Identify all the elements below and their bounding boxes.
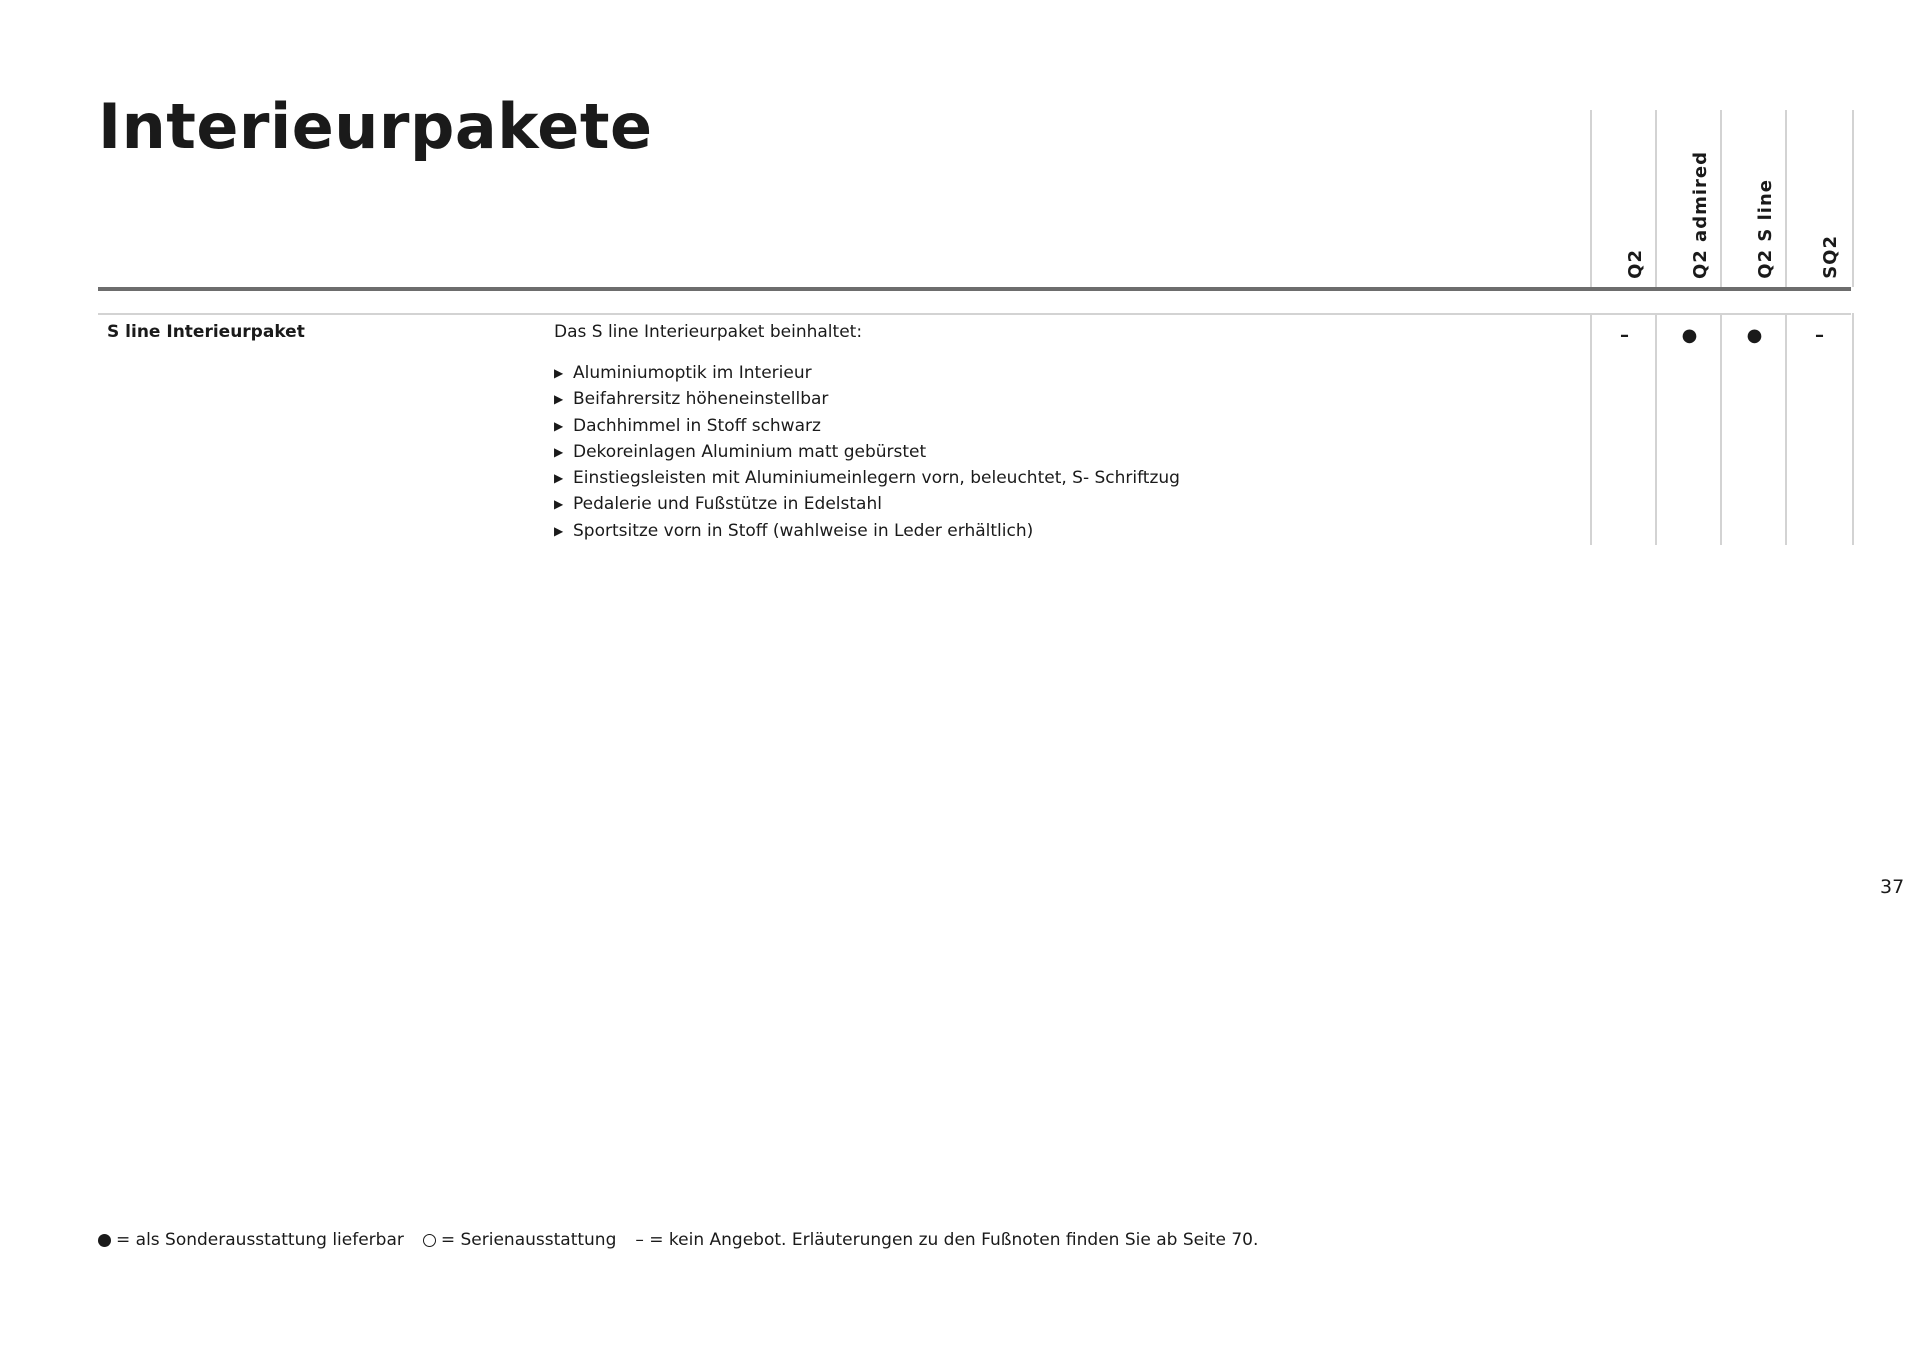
legend-standard: = Serienausstattung bbox=[440, 1230, 617, 1250]
list-item bbox=[554, 386, 1180, 412]
list-item bbox=[554, 439, 1180, 465]
page-number: 37 bbox=[1880, 876, 1905, 898]
filled-circle-icon bbox=[98, 1234, 111, 1247]
package-name: S line Interieurpaket bbox=[107, 322, 305, 342]
triangle-bullet-icon: ▶ bbox=[554, 471, 564, 486]
column-label: Q2 admired bbox=[1689, 150, 1711, 279]
availability-cell-q2 bbox=[1590, 313, 1657, 545]
feature-list bbox=[554, 360, 1180, 544]
availability-cell-q2-s-line bbox=[1720, 313, 1787, 545]
triangle-bullet-icon: ▶ bbox=[554, 366, 564, 380]
row-divider bbox=[98, 313, 1851, 315]
column-header-sq2 bbox=[1785, 110, 1854, 287]
header-divider bbox=[98, 287, 1851, 291]
triangle-bullet-icon: ▶ bbox=[554, 418, 564, 433]
column-header-q2 bbox=[1590, 110, 1657, 287]
feature-text: Pedalerie und Fußstütze in Edelstahl bbox=[573, 494, 882, 515]
list-item bbox=[554, 465, 1180, 491]
feature-text: Sportsitze vorn in Stoff (wahlweise in Leder erhältlich) bbox=[573, 520, 1034, 541]
column-label: SQ2 bbox=[1819, 235, 1841, 279]
package-intro: Das S line Interieurpaket beinhaltet: bbox=[554, 322, 863, 342]
list-item bbox=[554, 413, 1180, 439]
legend bbox=[98, 1230, 1258, 1250]
legend-none: – = kein Angebot. Erläuterungen zu den Fußnoten finden Sie ab Seite 70. bbox=[635, 1230, 1259, 1250]
list-item bbox=[554, 518, 1180, 544]
column-label: Q2 S line bbox=[1754, 179, 1776, 279]
feature-text: Aluminiumoptik im Interieur bbox=[573, 363, 812, 383]
feature-text: Einstiegsleisten mit Aluminiumeinlegern vorn, beleuchtet, S- Schriftzug bbox=[573, 468, 1180, 489]
empty-circle-icon bbox=[423, 1234, 436, 1247]
column-label: Q2 bbox=[1624, 249, 1646, 279]
triangle-bullet-icon: ▶ bbox=[554, 392, 564, 407]
feature-text: Dekoreinlagen Aluminium matt gebürstet bbox=[573, 441, 927, 462]
legend-optional: = als Sonderausstattung lieferbar bbox=[116, 1230, 404, 1250]
availability-mark: – bbox=[1620, 325, 1629, 346]
page-title: Interieurpakete bbox=[98, 90, 653, 163]
triangle-bullet-icon: ▶ bbox=[554, 444, 564, 459]
list-item bbox=[554, 360, 1180, 386]
list-item bbox=[554, 491, 1180, 517]
feature-text: Beifahrersitz höheneinstellbar bbox=[573, 389, 829, 410]
triangle-bullet-icon: ▶ bbox=[554, 523, 564, 538]
feature-text: Dachhimmel in Stoff schwarz bbox=[573, 415, 821, 436]
availability-mark: ● bbox=[1746, 325, 1763, 346]
availability-cell-q2-admired bbox=[1655, 313, 1722, 545]
availability-mark: ● bbox=[1681, 325, 1698, 346]
triangle-bullet-icon: ▶ bbox=[554, 497, 564, 512]
column-header-q2-admired bbox=[1655, 110, 1722, 287]
column-header-q2-s-line bbox=[1720, 110, 1787, 287]
availability-mark: – bbox=[1815, 325, 1824, 346]
availability-cell-sq2 bbox=[1785, 313, 1854, 545]
